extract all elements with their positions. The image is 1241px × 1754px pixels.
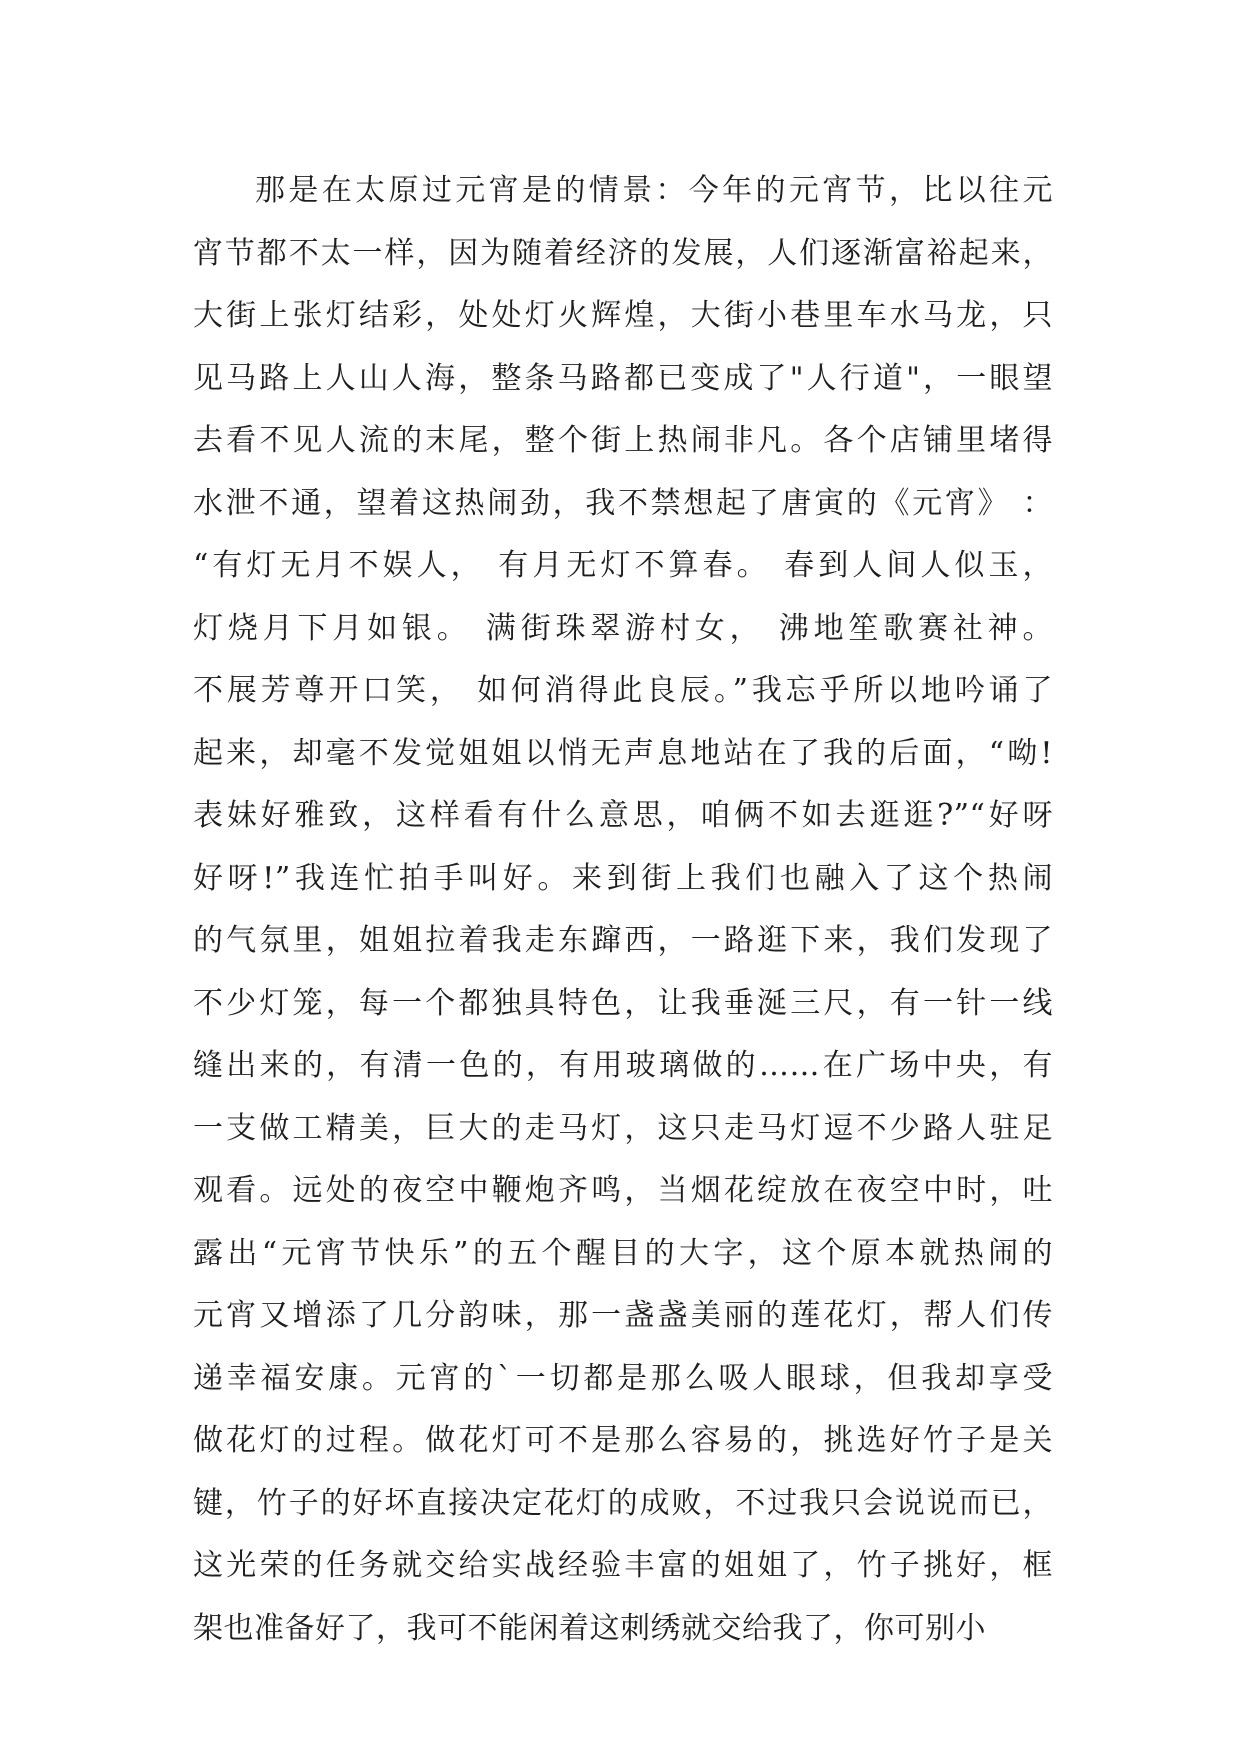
- text-line: 大街上张灯结彩，处处灯火辉煌，大街小巷里车水马龙，只: [193, 298, 1053, 333]
- text-line: 递幸福安康。元宵的`一切都是那么吸人眼球，但我却享受: [193, 1360, 1053, 1396]
- text-line: 宵节都不太一样，因为随着经济的发展，人们逐渐富裕起来，: [193, 235, 1053, 271]
- text-line: 好呀!”我连忙拍手叫好。来到街上我们也融入了这个热闹: [193, 860, 1053, 896]
- text-line: 元宵又增添了几分韵味，那一盏盏美丽的莲花灯，帮人们传: [193, 1298, 1053, 1333]
- text-line: 水泄不通，望着这热闹劲，我不禁想起了唐寅的《元宵》 ：: [193, 485, 1053, 521]
- text-line: 见马路上人山人海，整条马路都已变成了"人行道"，一眼望: [193, 360, 1053, 396]
- text-line: 这光荣的任务就交给实战经验丰富的姐姐了，竹子挑好，框: [193, 1548, 1053, 1583]
- text-line: 观看。远处的夜空中鞭炮齐鸣，当烟花绽放在夜空中时，吐: [193, 1173, 1053, 1208]
- text-line: 那是在太原过元宵是的情景：今年的元宵节，比以往元: [255, 173, 1053, 208]
- text-line: 架也准备好了，我可不能闲着这刺绣就交给我了，你可别小: [193, 1610, 986, 1646]
- text-line: 不少灯笼，每一个都独具特色，让我垂涎三尺，有一针一线: [193, 985, 1053, 1021]
- text-line: 起来，却毫不发觉姐姐以悄无声息地站在了我的后面，“呦!: [193, 735, 1053, 771]
- text-line: 做花灯的过程。做花灯可不是那么容易的，挑选好竹子是关: [193, 1423, 1053, 1458]
- text-line: 缝出来的，有清一色的，有用玻璃做的……在广场中央，有: [193, 1048, 1053, 1083]
- text-line: 表妹好雅致，这样看有什么意思，咱俩不如去逛逛?”“好呀: [193, 798, 1053, 833]
- text-line: 去看不见人流的末尾，整个街上热闹非凡。各个店铺里堵得: [193, 423, 1053, 458]
- body-paragraph: [193, 160, 1053, 1660]
- text-line: 不展芳尊开口笑， 如何消得此良辰。”我忘乎所以地吟诵了: [193, 673, 1053, 708]
- text-line: 露出“元宵节快乐”的五个醒目的大字，这个原本就热闹的: [193, 1235, 1053, 1271]
- text-line: “有灯无月不娱人， 有月无灯不算春。 春到人间人似玉，: [193, 548, 1053, 583]
- text-line: 一支做工精美，巨大的走马灯，这只走马灯逗不少路人驻足: [193, 1110, 1053, 1146]
- text-line: 键，竹子的好坏直接决定花灯的成败，不过我只会说说而已，: [193, 1485, 1053, 1521]
- text-line: 的气氛里，姐姐拉着我走东蹿西，一路逛下来，我们发现了: [193, 923, 1053, 958]
- text-line: 灯烧月下月如银。 满街珠翠游村女， 沸地笙歌赛社神。: [193, 610, 1053, 646]
